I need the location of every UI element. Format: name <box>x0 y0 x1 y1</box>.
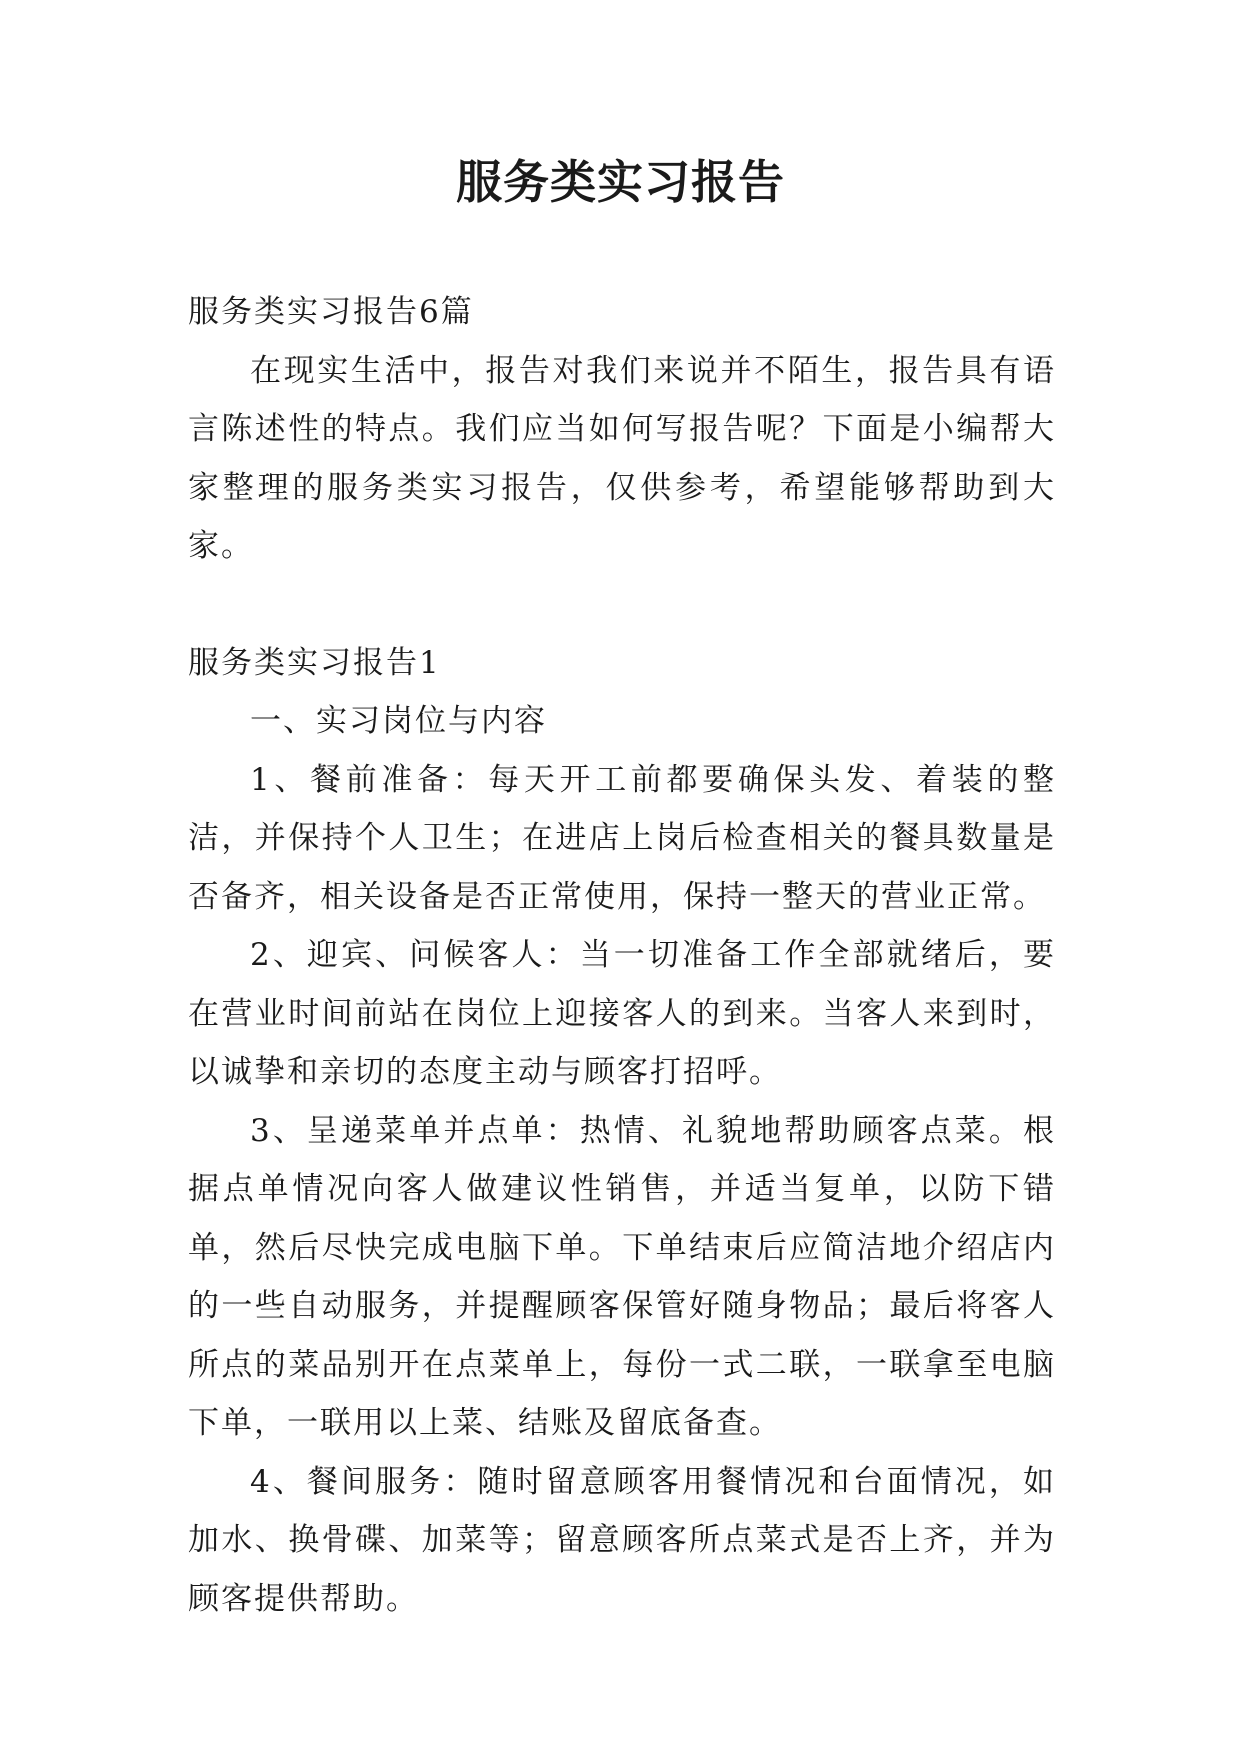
list-item-2: 2、迎宾、问候客人：当一切准备工作全部就绪后，要在营业时间前站在岗位上迎接客人的到来。当客人来到时，以诚挚和亲切的态度主动与顾客打招呼。 <box>188 937 1056 1090</box>
list-item-1: 1、餐前准备：每天开工前都要确保头发、着装的整洁，并保持个人卫生；在进店上岗后检查相关的餐具数量是否备齐，相关设备是否正常使用，保持一整天的营业正常。 <box>188 761 1056 915</box>
document-title: 服务类实习报告 <box>456 155 785 209</box>
document-body <box>188 283 1056 1628</box>
list-item-3: 3、呈递菜单并点单：热情、礼貌地帮助顾客点菜。根据点单情况向客人做建议性销售，并适当复单，以防下错单，然后尽快完成电脑下单。下单结束后应简洁地介绍店内的一些自动服务，并提醒顾客保管好随身物品；最后将客人所点的菜品别开在点菜单上，每份一式二联，一联拿至电脑下单，一联用以上菜、结账及留底备查。 <box>188 1112 1056 1441</box>
section-heading: 一、实习岗位与内容 <box>250 703 547 739</box>
intro-paragraph: 在现实生活中，报告对我们来说并不陌生，报告具有语言陈述性的特点。我们应当如何写报告呢？下面是小编帮大家整理的服务类实习报告，仅供参考，希望能够帮助到大家。 <box>188 352 1056 564</box>
list-item-4: 4、餐间服务：随时留意顾客用餐情况和台面情况，如加水、换骨碟、加菜等；留意顾客所点菜式是否上齐，并为顾客提供帮助。 <box>188 1463 1056 1617</box>
section-title: 服务类实习报告1 <box>188 644 441 681</box>
document-subtitle: 服务类实习报告6篇 <box>188 294 474 330</box>
